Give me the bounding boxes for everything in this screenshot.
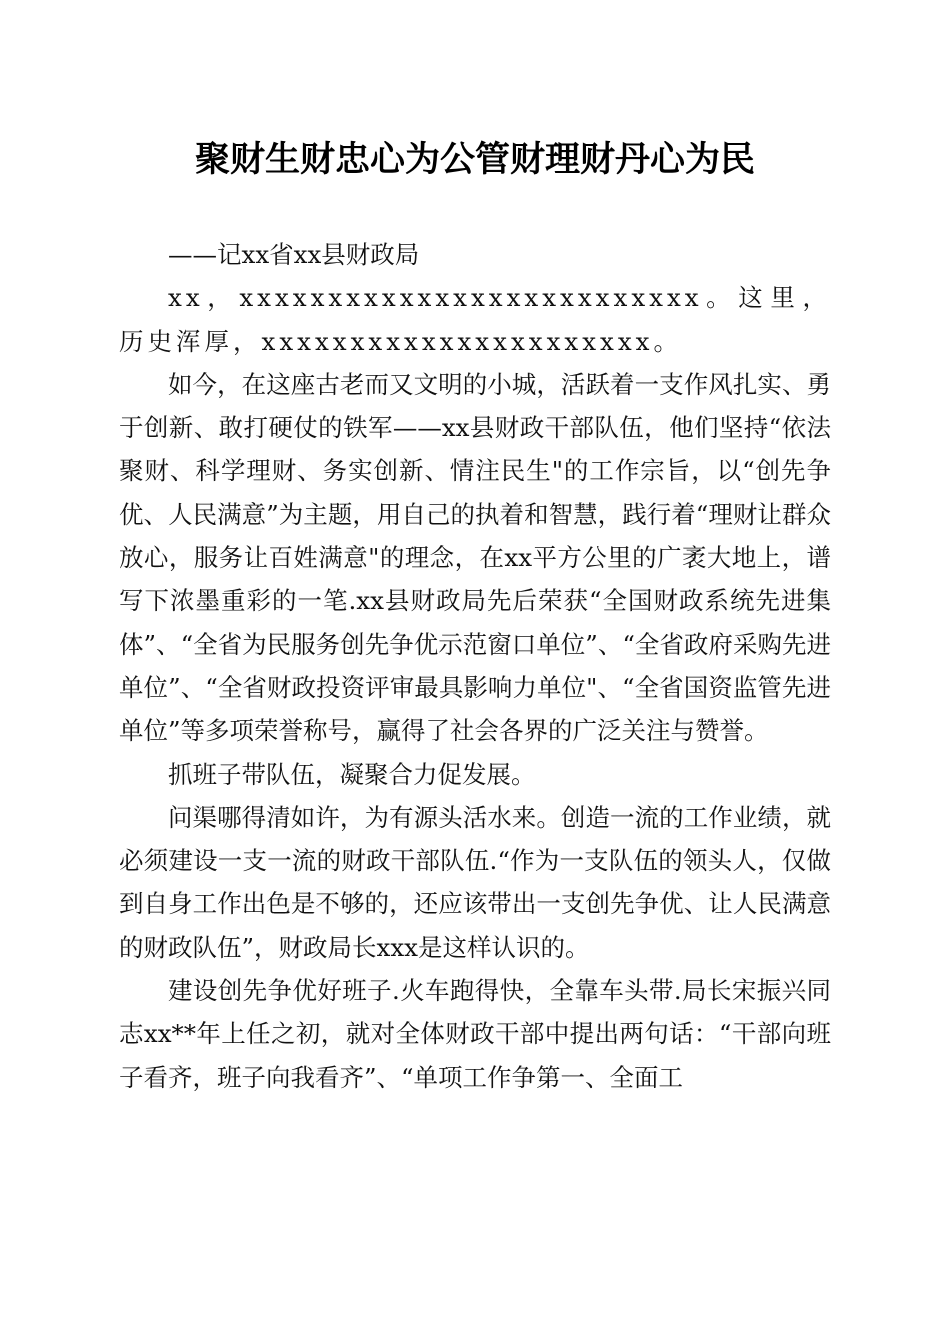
subtitle-paragraph: ——记xx省xx县财政局 [168,240,420,269]
section-heading-paragraph: 抓班子带队伍，凝聚合力促发展。 [168,759,536,789]
body-paragraph: xx，xxxxxxxxxxxxxxxxxxxxxxxxxx。这里，历史浑厚，xxxxxxxxxxxxxxxxxxxxxx。 [119,283,831,356]
body-paragraph: 建设创先争优好班子.火车跑得快，全靠车头带.局长宋振兴同志xx**年上任之初，就对全体财政干部中提出两句话：“干部向班子看齐，班子向我看齐”、“单项工作争第一、全面工 [119,976,831,1092]
document-title: 聚财生财忠心为公管财理财丹心为民 [194,140,755,180]
document-body [119,233,831,1099]
body-paragraph: 问渠哪得清如许，为有源头活水来。创造一流的工作业绩，就必须建设一支一流的财政干部队伍.“作为一支队伍的领头人，仅做到自身工作出色是不够的，还应该带出一支创先争优、让人民满意的财政队伍”，财政局长xxx是这样认识的。 [119,802,831,962]
body-paragraph: 如今，在这座古老而又文明的小城，活跃着一支作风扎实、勇于创新、敢打硬仗的铁军——xx县财政干部队伍，他们坚持“依法聚财、科学理财、务实创新、情注民生"的工作宗旨，以“创先争优、人民满意”为主题，用自己的执着和智慧，践行着“理财让群众放心，服务让百姓满意"的理念，在xx平方公里的广袤大地上，谱写下浓墨重彩的一笔.xx县财政局先后荣获“全国财政系统先进集体”、“全省为民服务创先争优示范窗口单位”、“全省政府采购先进单位”、“全省财政投资评审最具影响力单位"、“全省国资监管先进单位”等多项荣誉称号，赢得了社会各界的广泛关注与赞誉。 [119,369,831,746]
